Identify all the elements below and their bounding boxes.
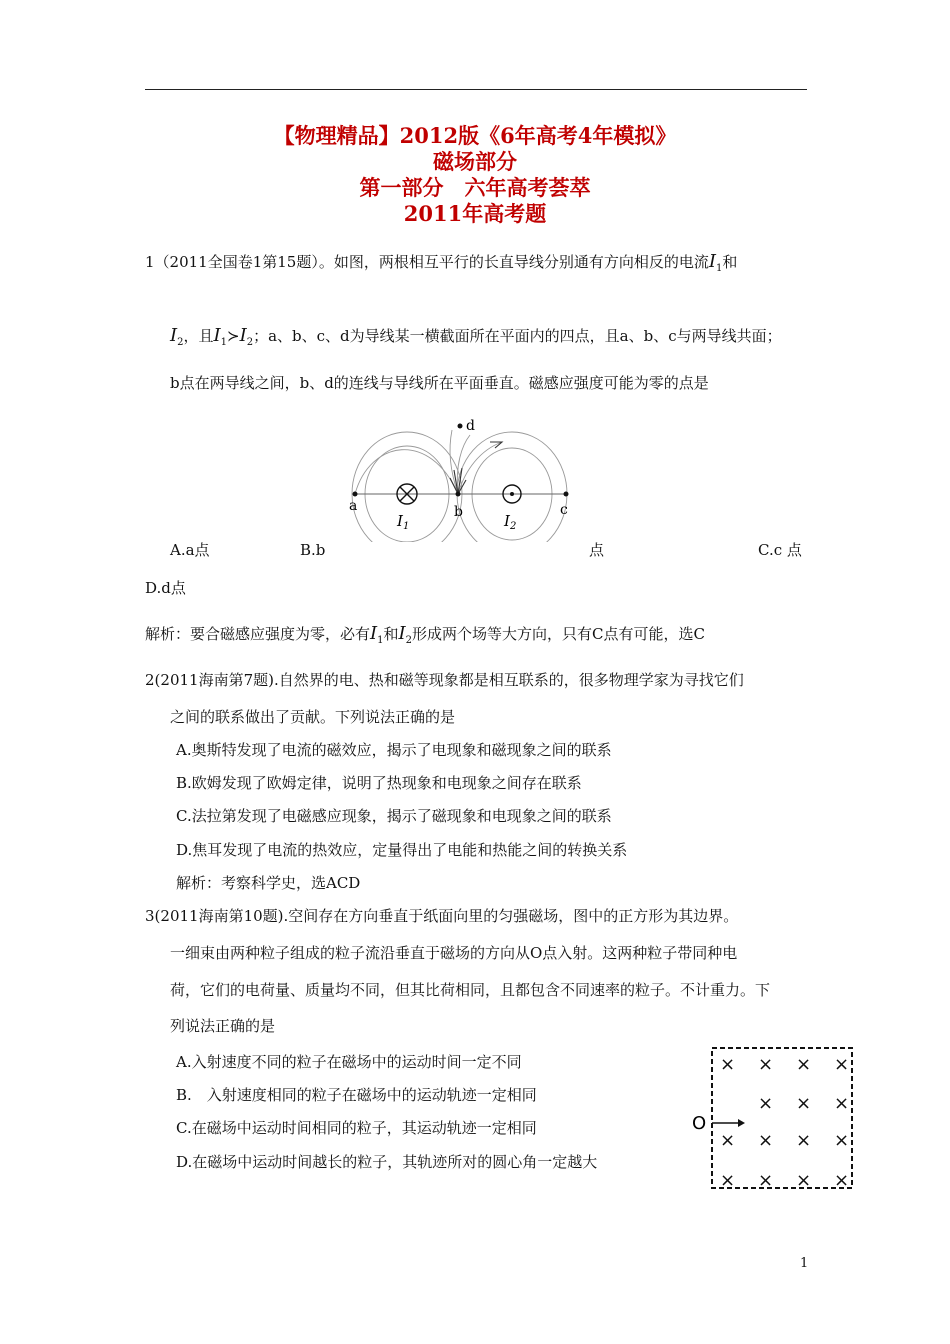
entry-arrow: [712, 1119, 745, 1127]
svg-text:×: ×: [834, 1054, 850, 1075]
label-o: O: [692, 1113, 707, 1134]
q2-option-b: B.欧姆发现了欧姆定律，说明了热现象和电现象之间存在联系: [176, 774, 582, 792]
svg-text:×: ×: [720, 1170, 736, 1191]
svg-text:×: ×: [720, 1130, 736, 1151]
q1-line3: b点在两导线之间，b、d的连线与导线所在平面垂直。磁感应强度可能为零的点是: [170, 374, 709, 392]
doc-title: 【物理精品】2012版《6年高考4年模拟》: [273, 123, 677, 148]
svg-text:×: ×: [834, 1170, 850, 1191]
label-b: b: [454, 504, 463, 520]
page-number: 1: [800, 1256, 809, 1271]
q3-option-d: D.在磁场中运动时间越长的粒子，其轨迹所对的圆心角一定越大: [176, 1153, 598, 1171]
q2-analysis: 解析：考察科学史，选ACD: [176, 874, 361, 892]
svg-text:×: ×: [796, 1170, 812, 1191]
svg-text:×: ×: [796, 1054, 812, 1075]
q3-option-b: B. 入射速度相同的粒子在磁场中的运动轨迹一定相同: [176, 1086, 537, 1104]
q3-line3: 荷，它们的电荷量、质量均不同，但其比荷相同，且都包含不同速率的粒子。不计重力。下: [170, 981, 771, 999]
q1-option-a: A.a点: [170, 541, 210, 559]
q2-option-a: A.奥斯特发现了电流的磁效应，揭示了电现象和磁现象之间的联系: [176, 741, 612, 759]
svg-text:×: ×: [834, 1093, 850, 1114]
section-title: 第一部分 六年高考荟萃: [359, 175, 591, 200]
svg-text:×: ×: [796, 1093, 812, 1114]
svg-text:×: ×: [758, 1054, 774, 1075]
q3-line1: 3(2011海南第10题).空间存在方向垂直于纸面向里的匀强磁场，图中的正方形为其边界。: [145, 907, 739, 925]
label-i1: $I_1$: [397, 512, 410, 532]
header-rule: [145, 89, 807, 90]
point-d: [458, 424, 463, 429]
svg-text:×: ×: [758, 1093, 774, 1114]
label-c: c: [560, 502, 568, 518]
q3-line2: 一细束由两种粒子组成的粒子流沿垂直于磁场的方向从O点入射。这两种粒子带同种电: [170, 944, 738, 962]
svg-text:×: ×: [720, 1054, 736, 1075]
q1-option-c: C.c 点: [758, 541, 802, 559]
label-a: a: [349, 498, 358, 514]
q3-option-a: A.入射速度不同的粒子在磁场中的运动时间一定不同: [176, 1053, 522, 1071]
q2-line2: 之间的联系做出了贡献。下列说法正确的是: [170, 708, 456, 726]
svg-text:×: ×: [758, 1130, 774, 1151]
svg-text:×: ×: [834, 1130, 850, 1151]
q2-line1: 2(2011海南第7题).自然界的电、热和磁等现象都是相互联系的，很多物理学家为寻找它们: [145, 671, 744, 689]
q1-line2: $I_2$，且$I_1≻I_2$；a、b、c、d为导线某一横截面所在平面内的四点，且a、b、c与两导线共面；: [170, 325, 782, 348]
q1-figure: [340, 410, 590, 542]
q3-figure: [690, 1040, 865, 1200]
q3-option-c: C.在磁场中运动时间相同的粒子，其运动轨迹一定相同: [176, 1119, 537, 1137]
q2-option-d: D.焦耳发现了电流的热效应，定量得出了电能和热能之间的转换关系: [176, 841, 628, 859]
q1-option-b: B.b: [300, 541, 326, 559]
label-d: d: [466, 418, 475, 434]
q3-line4: 列说法正确的是: [170, 1017, 276, 1035]
svg-text:×: ×: [796, 1130, 812, 1151]
q1-analysis: 解析：要合磁感应强度为零，必有$I_1$和$I_2$形成两个场等大方向，只有C点有可能，选C: [145, 623, 705, 646]
q1-option-d: D.d点: [145, 579, 186, 597]
year-title: 2011年高考题: [403, 201, 547, 226]
doc-subtitle: 磁场部分: [433, 149, 517, 174]
label-i2: $I_2$: [504, 512, 517, 532]
q2-option-c: C.法拉第发现了电磁感应现象，揭示了磁现象和电现象之间的联系: [176, 807, 612, 825]
point-b: [456, 492, 461, 497]
q1-line1: 1（2011全国卷1第15题）。如图，两根相互平行的长直导线分别通有方向相反的电流$I_1$和: [145, 251, 738, 274]
point-c: [564, 492, 569, 497]
point-a: [353, 492, 358, 497]
q1-option-b-suffix: 点: [589, 541, 605, 559]
svg-text:×: ×: [758, 1170, 774, 1191]
